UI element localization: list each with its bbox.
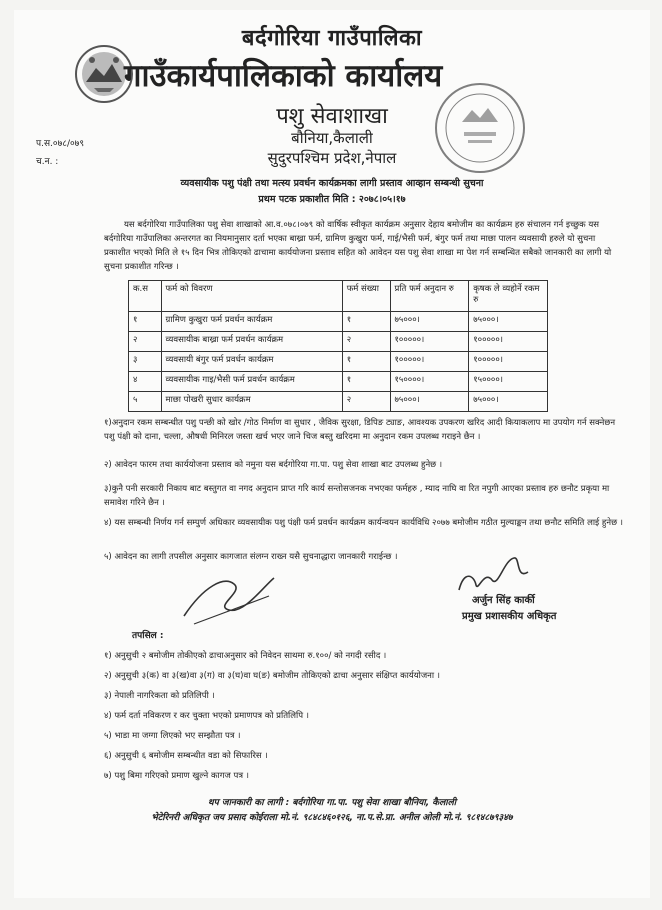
notice-subtitle: प्रथम पटक प्रकाशीत मिति : २०७८।०५।१७ [258,194,406,205]
cell-count: १ [342,352,390,372]
office-name: गाउँकार्यपालिकाको कार्यालय [124,58,443,94]
note-5: ५) आवेदन का लागी तपसील अनुसार कागजात संलग्न राख्न यसै सुचनाद्धारा जानकारी गराईन्छ । [104,552,398,562]
program-table [128,280,548,412]
attachment-item: १) अनुसुची २ बमोजीम तोकीएको ढाचाअनुसार को निवेदन साथमा रु.१००/ को नगदी रसीद । [104,651,387,661]
table-row [129,332,548,352]
cell-share: १०००००। [469,332,548,352]
col-count: फर्म संख्या [342,281,390,312]
office-province: सुदुरपश्चिम प्रदेश,नेपाल [267,149,397,167]
attachment-item: ६) अनुसुची ६ बमोजीम सम्बन्धीत वडा को सिफारिस । [104,751,268,761]
cell-farm: व्यवसायी बंगुर फर्म प्रवर्धन कार्यक्रम [161,352,342,372]
table-row [129,352,548,372]
table-row [129,312,548,332]
office-location: बौनिया,कैलाली [291,129,373,147]
cell-count: १ [342,312,390,332]
cell-count: १ [342,372,390,392]
attachment-item: ४) फर्म दर्ता नविकरण र कर चुक्ता भएको प्रमाणपत्र को प्रतिलिपि । [104,711,309,721]
col-farmer-share: कृषक ले व्यहोर्ने रकम रु [469,281,548,312]
cell-grant: ७५०००। [390,312,469,332]
notice-intro: यस बर्दगोरिया गाउँपालिका पशु सेवा शाखाको आ.व.०७८।०७९ को वार्षिक स्वीकृत कार्यक्रम अनुसार देहाय बमोजीम का कार्यक्रम हरु संचालन गर्न इच्छुक यस बर्दगोरिया गाउँपालिका अन्तरगत का नियमानुसार दर्ता भएका बाख्रा फर्म, ग्रामिण कुखुरा फर्म, गाई/भैसी फर्म, बंगुर फर्म तथा माछा पालन व्यवसायी हरुले यो सुचना प्रकाशीत भएको मिति ले १५ दिन भित्र तोकिएको ढाचामा कार्ययोजना प्रस्ताव सहित को आवेदन यस पशु सेवा शाखा मा पेश गर्न सम्बन्धित सबैको जानकारी का लागी यो सुचना प्रकाशीत गरिन्छ । [104,220,612,272]
note-3: ३)कुनै पनी सरकारी निकाय बाट बस्तुगत वा नगद अनुदान प्राप्त गरि कार्य सन्तोसजनक नभएका फर्महरु , म्याद नाघि वा रित नपुगी आएका प्रस्ताव हरु छनौट प्रकृया मा समावेश गरिने छैन । [104,484,610,508]
notice-title: व्यवसायीक पशु पंक्षी तथा मत्स्य प्रवर्धन कार्यक्रमका लागी प्रस्ताव आव्हान सम्बन्धी सुचना [180,178,484,189]
table-row [129,372,548,392]
cell-grant: १०००००। [390,352,469,372]
notice-page [14,10,650,898]
cell-sn: २ [129,332,162,352]
municipality-name: बर्दगोरिया गाउँपालिका [241,26,423,51]
note-2: २) आवेदन फारम तथा कार्ययोजना प्रस्ताव को नमुना यस बर्दगोरिया गा.पा. पशु सेवा शाखा बाट उपलब्ध हुनेछ । [104,460,443,470]
cell-count: २ [342,332,390,352]
cell-sn: १ [129,312,162,332]
col-sn: क.स [129,281,162,312]
contact-line-1: थप जानकारी का लागी : बर्दगोरिया गा.पा. पशु सेवा शाखा बौनिया, कैलाली [207,798,457,808]
cell-share: ७५०००। [469,312,548,332]
attachment-item: २) अनुसुची ३(क) वा ३(ख)वा ३(ग) वा ३(घ)वा घ(ङ) बमोजीम तोकिएको ढाचा अनुसार संक्षिप्त कार्ययोजना । [104,671,441,681]
cell-share: ७५०००। [469,392,548,412]
cell-grant: १५००००। [390,372,469,392]
left-signature-icon [174,566,284,626]
col-farm: फर्म को विवरण [161,281,342,312]
cell-farm: ग्रामिण कुखुरा फर्म प्रवर्धन कार्यक्रम [161,312,342,332]
section-name: पशु सेवाशाखा [276,104,388,129]
cell-sn: ३ [129,352,162,372]
table-row [129,392,548,412]
cell-share: १५००००। [469,372,548,392]
office-stamp-icon [432,80,528,176]
table-header-row [129,281,548,312]
col-grant: प्रति फर्म अनुदान रु [390,281,469,312]
cell-count: २ [342,392,390,412]
cell-sn: ४ [129,372,162,392]
cell-share: १०००००। [469,352,548,372]
signatory-name: अर्जुन सिंह कार्की [472,595,535,606]
dispatch-number: च.न. : [36,157,59,167]
attachments-heading: तपसिल : [132,631,164,641]
signatory-title: प्रमुख प्रशासकीय अधिकृत [462,611,557,622]
attachment-item: ५) भाडा मा जग्गा लिएको भए सम्झौता पत्र । [104,731,241,741]
cell-farm: व्यवसायीक गाइ/भैसी फर्म प्रवर्धन कार्यक्रम [161,372,342,392]
cell-grant: ७५०००। [390,392,469,412]
note-1: १)अनुदान रकम सम्बन्धीत पशु पन्छी को खोर /गोठ निर्माण वा सुधार , जैविक सुरक्षा, डिपिङ ट्याङ, आवश्यक उपकरण खरिद आदी कियाकलाप मा उपयोग गर्न सक्नेछन पशु पंक्षी को दाना, चल्ला, औषधी मिनिरल जस्ता खर्च भएर जाने चिज बस्तु खरिदमा मा अनुदान रकम उपलब्ध गराइने छैन । [104,418,616,442]
attachment-item: ७) पशु बिमा गरिएको प्रमाण खुल्ने कागज पत्र । [104,771,249,781]
attachment-item: ३) नेपाली नागरिकता को प्रतिलिपी । [104,691,215,701]
cell-grant: १०००००। [390,332,469,352]
cell-farm: व्यवसायीक बाख्रा फर्म प्रवर्धन कार्यक्रम [161,332,342,352]
cell-sn: ५ [129,392,162,412]
reference-number: प.स.०७८/०७९ [36,139,85,149]
cell-farm: माछा पोखरी सुधार कार्यक्रम [161,392,342,412]
contact-line-2: भेटेरिनरी अधिकृत जय प्रसाद कोईराला मो.नं. ९८४८४६०१२६, ना.प.से.प्रा. अनील ओली मो.नं. ९८१४८७९३४७ [151,813,513,823]
note-4: ४) यस सम्बन्धी निर्णय गर्न सम्पुर्ण अधिकार व्यवसायीक पशु पंक्षी फर्म प्रवर्धन कार्यक्रम कार्यन्वयन कार्यविधि २०७७ बमोजीम गठीत मुल्याङ्कन तथा छनौट समिति लाई हुनेछ । [104,518,624,528]
